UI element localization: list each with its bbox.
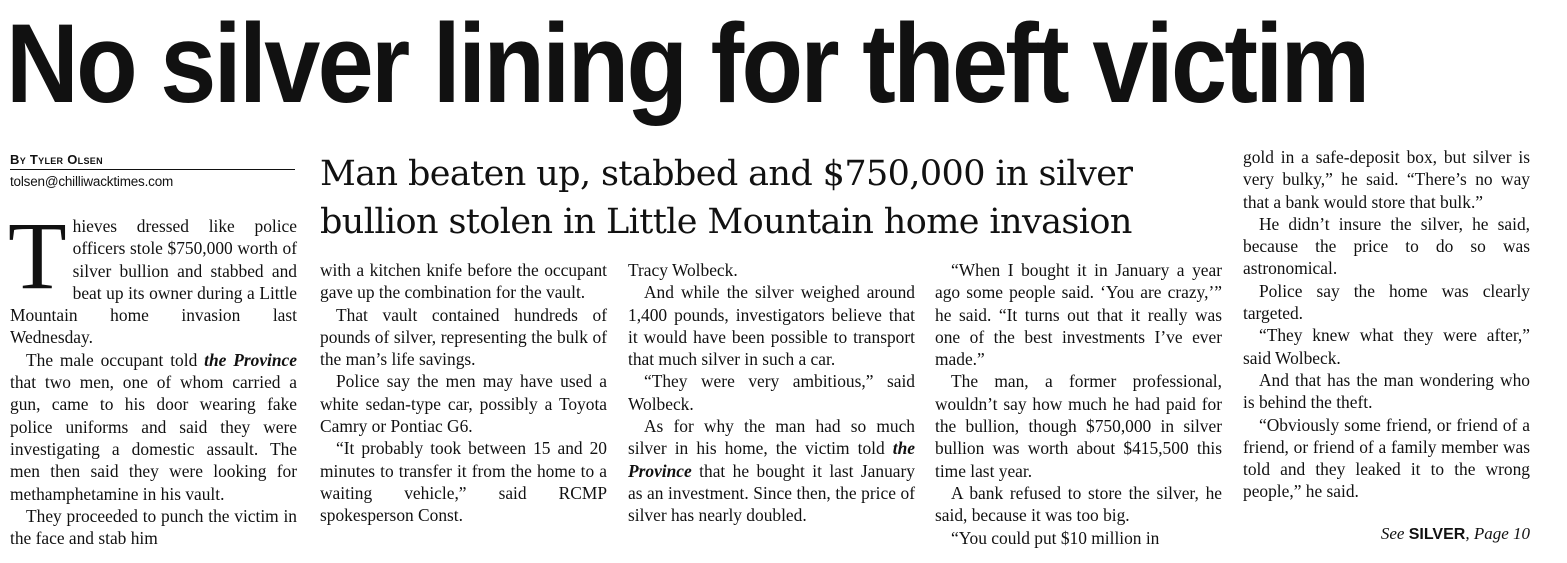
article-column-5	[1243, 146, 1530, 503]
headline: No silver lining for theft victim	[6, 1, 1368, 126]
article-paragraph: The male occupant told the Province that two men, one of whom carried a gun, came to his door wearing fake police uniforms and said they were investigating a domestic assault. The men then said they were looking for methamphetamine in his vault.	[10, 349, 297, 504]
article-column-4	[935, 259, 1222, 549]
article-paragraph: “It probably took between 15 and 20 minutes to transfer it from the home to a waiting vehicle,” said RCMP spokesperson Const.	[320, 438, 607, 526]
article-paragraph: gold in a safe-deposit box, but silver is very bulky,” he said. “There’s no way that a bank would store that bulk.”	[1243, 147, 1530, 212]
drop-cap: T	[8, 202, 67, 309]
article-paragraph: with a kitchen knife before the occupant gave up the combination for the vault.	[320, 260, 607, 303]
article-column-2	[320, 259, 607, 527]
article-paragraph: A bank refused to store the silver, he said, because it was too big.	[935, 482, 1222, 526]
article-paragraph: “They knew what they were after,” said Wolbeck.	[1243, 325, 1530, 368]
article-paragraph: They proceeded to punch the victim in the face and stab him	[10, 505, 297, 549]
byline-email: tolsen@chilliwacktimes.com	[10, 174, 174, 189]
subheadline: Man beaten up, stabbed and $750,000 in silver bullion stolen in Little Mountain home invasion	[320, 154, 1133, 242]
continuation-jump-line: See SILVER, Page 10	[1380, 524, 1530, 543]
article-paragraph: “Obviously some friend, or friend of a friend, or friend of a family member was told and they leaked it to the wrong people,” he said.	[1243, 414, 1530, 502]
article-paragraph: “You could put $10 million in	[951, 527, 1160, 548]
article-paragraph: “When I bought it in January a year ago some people said. ‘You are crazy,’” he said. “It turns out that it really was one of the best investments I’ve ever made.”	[935, 260, 1222, 370]
article-paragraph: As for why the man had so much silver in his home, the victim told the Province that he bought it last January as an investment. Since then, the price of silver has nearly doubled.	[628, 416, 915, 526]
article-paragraph: That vault contained hundreds of pounds of silver, representing the bulk of the man’s life savings.	[320, 304, 607, 370]
article-paragraph: And while the silver weighed around 1,400 pounds, investigators believe that it would have been possible to transport that much silver in such a car.	[628, 282, 915, 370]
article-paragraph: Police say the home was clearly targeted.	[1243, 280, 1530, 324]
article-paragraph: Tracy Wolbeck.	[628, 260, 738, 280]
article-paragraph: He didn’t insure the silver, he said, because the price to do so was astronomical.	[1243, 213, 1530, 279]
article-paragraph: “They were very ambitious,” said Wolbeck.	[628, 371, 915, 414]
jump-keyword: SILVER	[1408, 526, 1466, 543]
publication-name: the Province	[628, 438, 915, 481]
byline	[10, 152, 295, 189]
article-paragraph: And that has the man wondering who is behind the theft.	[1243, 369, 1530, 413]
article-paragraph: The man, a former professional, wouldn’t say how much he had paid for the bullion, though $750,000 in silver bullion was worth about $415,500 this time last year.	[935, 371, 1222, 481]
article-column-3	[628, 259, 915, 527]
article-paragraph: Police say the men may have used a white sedan-type car, possibly a Toyota Camry or Pontiac G6.	[320, 371, 607, 437]
publication-name: the Province	[204, 349, 297, 370]
article-column-1	[8, 202, 297, 549]
article-paragraph: Thieves dressed like police officers stole $750,000 worth of silver bullion and stabbed and beat up its owner during a Little Mountain home invasion last Wednesday.	[8, 202, 297, 348]
byline-author: By Tyler Olsen	[10, 152, 295, 170]
